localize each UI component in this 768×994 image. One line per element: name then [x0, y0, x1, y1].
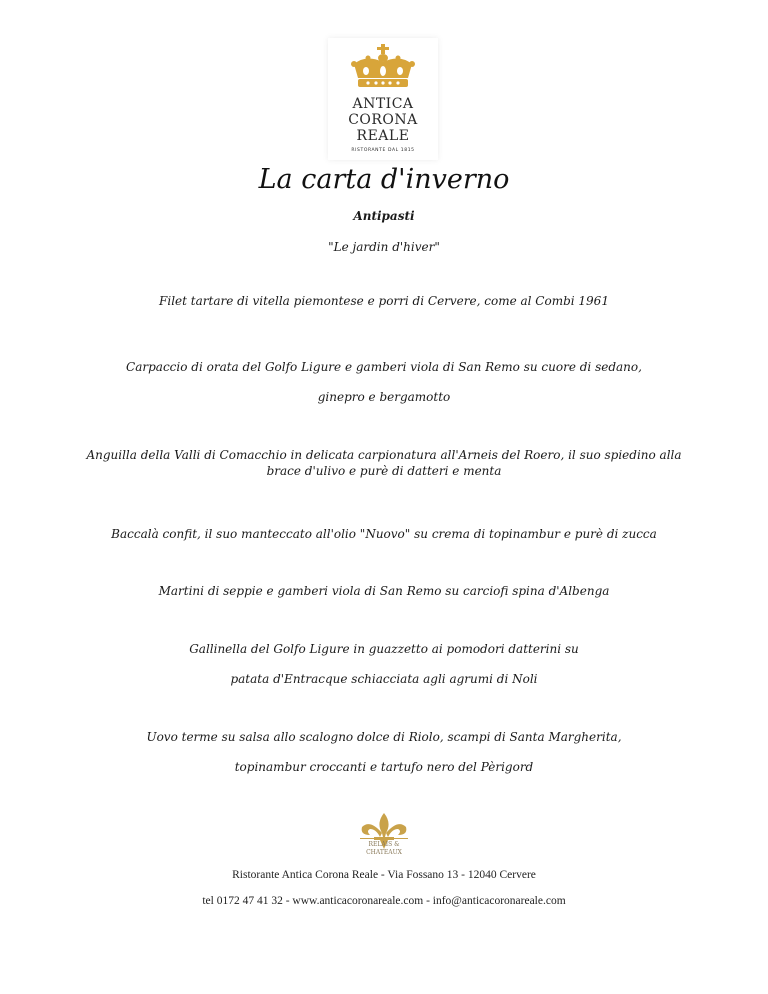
menu-line: patata d'Entracque schiacciata agli agrumi di Noli [230, 672, 538, 686]
restaurant-logo [328, 38, 438, 160]
menu-line: Baccalà confit, il suo manteccato all'olio "Nuovo" su crema di topinambur e purè di zucca [111, 527, 657, 541]
menu-line: Martini di seppie e gamberi viola di San Remo su carciofi spina d'Albenga [158, 584, 610, 598]
menu-line: brace d'ulivo e purè di datteri e menta [266, 464, 502, 478]
menu-line: "Le jardin d'hiver" [328, 240, 440, 254]
footer-address: Ristorante Antica Corona Reale - Via Fossano 13 - 12040 Cervere [232, 869, 536, 881]
footer-contacts: tel 0172 47 41 32 - www.anticacoronareale.com - info@anticacoronareale.com [202, 895, 566, 907]
menu-line: Gallinella del Golfo Ligure in guazzetto ai pomodori datterini su [189, 642, 579, 656]
menu-line: Anguilla della Valli di Comacchio in delicata carpionatura all'Arneis del Roero, il suo spiedino alla [86, 448, 682, 462]
logo-word-corona: CORONA [348, 112, 418, 128]
menu-title: La carta d'inverno [258, 164, 510, 195]
menu-line: Uovo terme su salsa allo scalogno dolce di Riolo, scampi di Santa Margherita, [146, 730, 622, 744]
relais-text-1: RELAIS & [368, 841, 400, 848]
menu-line: topinambur croccanti e tartufo nero del Pèrigord [234, 760, 534, 774]
menu-line: Filet tartare di vitella piemontese e porri di Cervere, come al Combi 1961 [159, 294, 609, 308]
relais-text-2: CHATEAUX [366, 849, 402, 856]
menu-line: Carpaccio di orata del Golfo Ligure e gamberi viola di San Remo su cuore di sedano, [126, 360, 642, 374]
relais-divider [360, 838, 408, 839]
crown-icon [346, 44, 420, 94]
section-heading: Antipasti [353, 209, 415, 223]
logo-word-antica: ANTICA [352, 96, 414, 112]
logo-tagline: RISTORANTE DAL 1815 [351, 148, 415, 153]
logo-word-reale: REALE [356, 128, 410, 144]
menu-line: ginepro e bergamotto [317, 390, 451, 404]
